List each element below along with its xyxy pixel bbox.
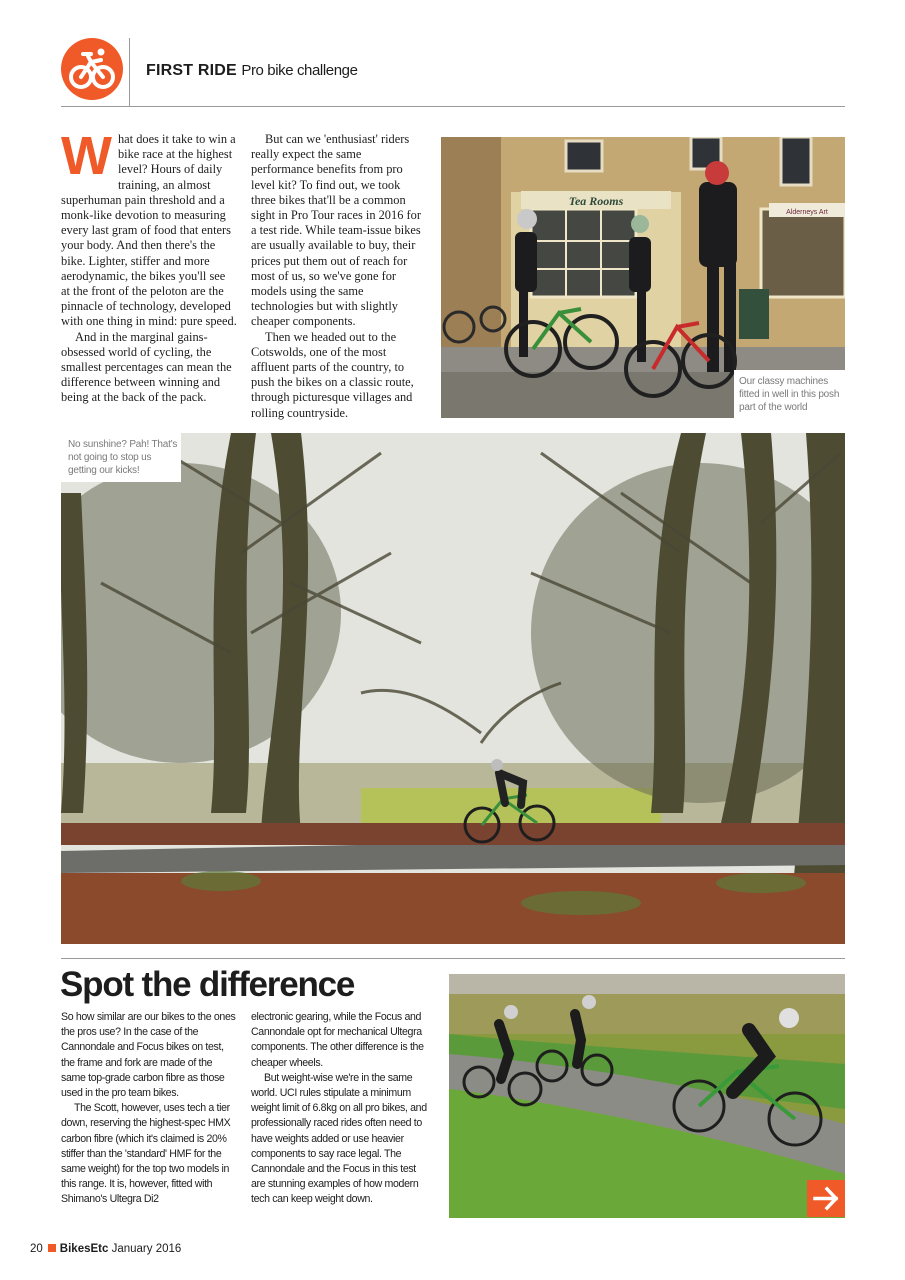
body-paragraph: The Scott, however, uses tech a tier down, reserving the highest-spec HMX carbon fibre (which it's claimed is 20% stiffer than the 'standard' HMF for the same weight) for the top two models in this range. It is, however, fitted with Shimano's Ultegra Di2 xyxy=(61,1102,231,1206)
section-logo xyxy=(61,38,123,100)
body-paragraph: So how similar are our bikes to the ones the pros use? In the case of the Cannondale and Focus bikes on test, the frame and fork are made of the same top-grade carbon fibre as those used in the pro team bikes. xyxy=(61,1011,236,1100)
forest-caption: No sunshine? Pah! That's not going to stop us getting our kicks! xyxy=(61,433,181,482)
body-column-1 xyxy=(61,1010,239,1208)
tearoom-sign-text: Tea Rooms xyxy=(568,194,624,208)
arrow-right-icon xyxy=(807,1180,845,1217)
intro-paragraph: hat does it take to win a bike race at the highest level? Hours of daily training, an almost superhuman pain threshold and a monk-like devotion to measuring every last gram of food that enters your body. And then there's the bike. Lighter, stiffer and more aerodynamic, the bikes you'll see at the front of the peloton are the pinnacle of technology, developed with one thing in mind: pure speed. xyxy=(61,132,237,329)
section-subtitle: Pro bike challenge xyxy=(241,62,358,79)
bicycle-icon xyxy=(61,38,123,100)
section-rule xyxy=(61,958,845,959)
shop-sign-text: Alderneys Art xyxy=(786,209,828,216)
intro-paragraph: And in the marginal gains-obsessed world of cycling, the smallest percentages can mean the difference between winning and being at the back of the pack. xyxy=(61,329,232,405)
body-paragraph: electronic gearing, while the Focus and Cannondale opt for mechanical Ultegra components. The other difference is the cheaper wheels. xyxy=(251,1011,424,1069)
header-rule xyxy=(61,106,845,107)
page-footer xyxy=(30,1243,181,1255)
magazine-name: BikesEtc xyxy=(59,1243,109,1255)
body-column-2 xyxy=(251,1010,429,1208)
header-title xyxy=(146,62,358,80)
tearoom-caption: Our classy machines fitted in well in this posh part of the world xyxy=(734,370,849,419)
header-divider xyxy=(129,38,130,106)
intro-column-2 xyxy=(251,132,427,421)
footer-square-icon xyxy=(48,1244,56,1252)
intro-paragraph: Then we headed out to the Cotswolds, one of the most affluent parts of the country, to push the bikes on a classic route, through picturesque villages and rolling countryside. xyxy=(251,329,414,420)
body-paragraph: But weight-wise we're in the same world. UCI rules stipulate a minimum weight limit of 6.8kg on all pro bikes, and professionally raced rides often need to have weights added or use heavier components to say race legal. The Cannondale and the Focus in this test are stunning examples of how modern tech can keep weight down. xyxy=(251,1071,427,1206)
page-number: 20 xyxy=(30,1243,43,1255)
intro-paragraph: But can we 'enthusiast' riders really expect the same performance benefits from pro level kit? To find out, we took three bikes that'll be a common sight in Pro Tour races in 2016 for a test ride. While team-issue bikes are usually available to buy, their prices put them out of reach for most of us, so we've gone for models using the same technologies but with slightly cheaper components. xyxy=(251,132,421,329)
next-page-button[interactable] xyxy=(807,1180,845,1217)
intro-column-1 xyxy=(61,126,237,406)
section-headline: Spot the difference xyxy=(60,965,355,1004)
forest-road-photo xyxy=(61,433,845,944)
issue-date: January 2016 xyxy=(111,1243,182,1255)
three-riders-photo xyxy=(449,974,845,1218)
drop-cap: W xyxy=(61,126,112,186)
section-label: FIRST RIDE xyxy=(146,62,237,79)
